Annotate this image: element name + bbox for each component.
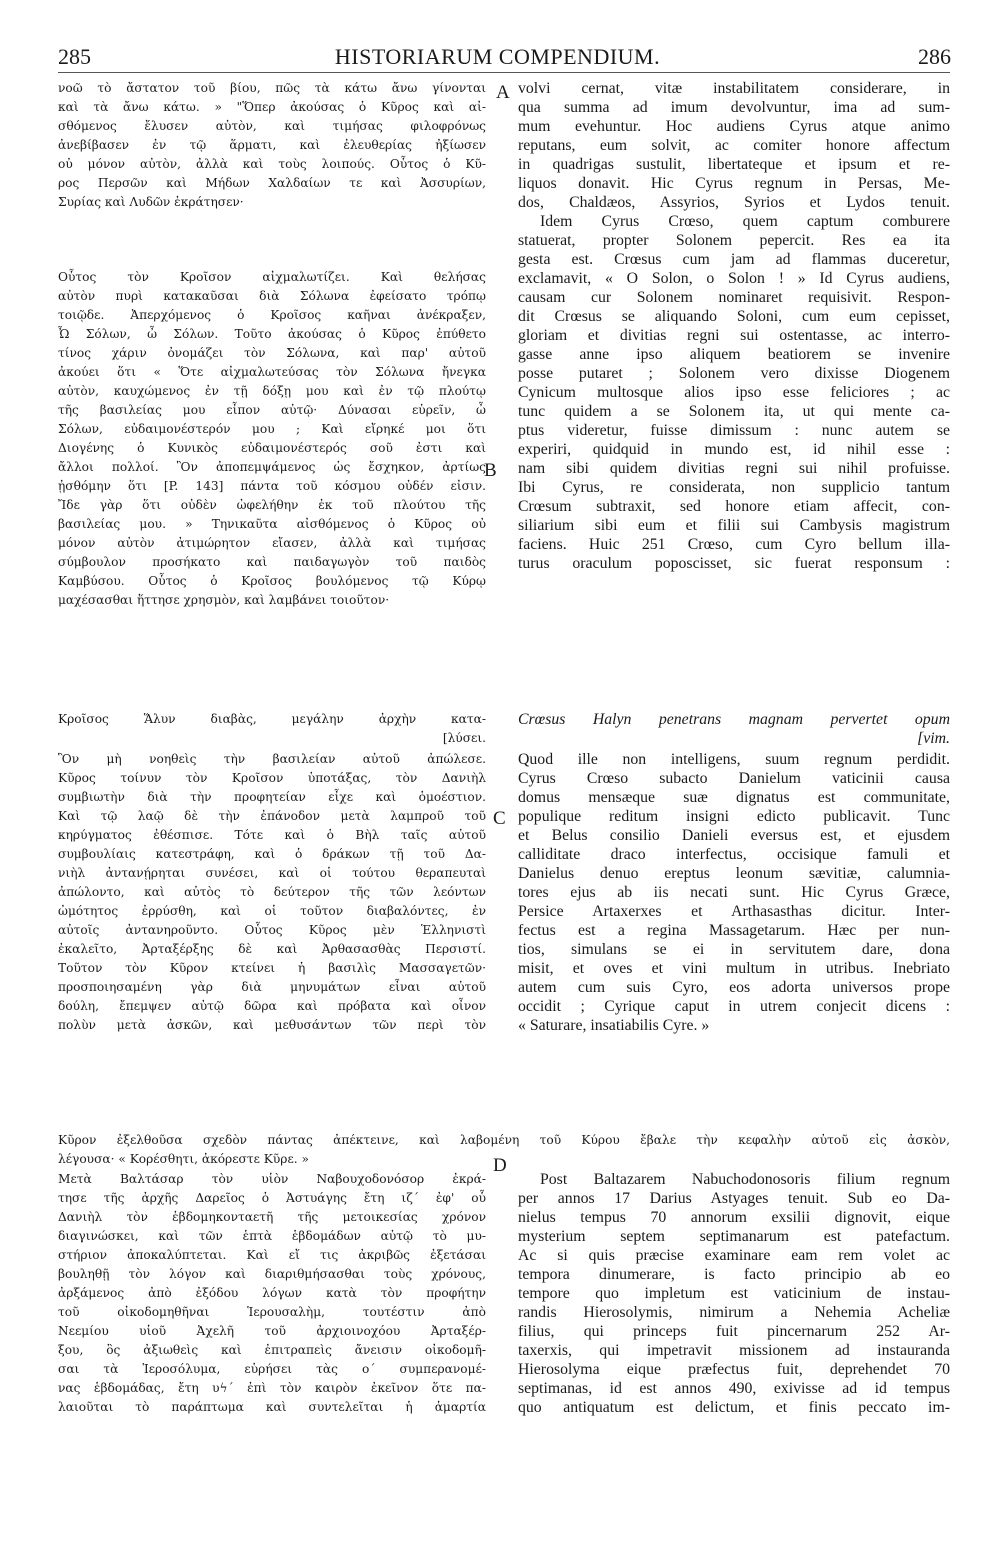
text-line: Σόλων, εὐδαιμονέστερόν μου ; Καὶ εἴρηκέ μοι ὅτι	[58, 422, 486, 436]
text-line: [λύσει.	[442, 731, 486, 745]
text-line: καὶ τὰ ἄνω κάτω. » "Ὅπερ ἀκούσας ὁ Κῦρος καὶ αἰ-	[58, 100, 486, 114]
text-line: siliarium sibi eum et filii sui Cambysis magistrum	[518, 517, 950, 534]
text-line: domus mensæque suæ dignatus est communitate,	[518, 789, 950, 806]
text-line: τησε τῆς ἀρχῆς Δαρεῖος ὁ Ἀστυάγης ἔτη ιζ΄ ἐφ' οὗ	[58, 1191, 486, 1205]
text-line: exclamavit, « O Solon, o Solon ! » Id Cyrus audiens,	[518, 270, 950, 287]
text-line: Τοῦτον τὸν Κῦρον κτείνει ἡ βασιλὶς Μασσαγετῶν·	[58, 961, 486, 975]
greek-full-width-lines	[58, 1131, 950, 1169]
text-line: septimanas, id est annos 490, exivisse ad id tempus	[518, 1380, 950, 1397]
greek-paragraph-2	[58, 268, 486, 610]
text-line: Διογένης ὁ Κυνικὸς εὐδαιμονέστερός σοῦ ἐστι καὶ	[58, 441, 486, 455]
section-marker-a: A	[496, 82, 510, 103]
text-line: ὠμότητος ἐρρύσθη, καὶ οἱ τοῦτον διαβαλόντες, ἐν	[58, 904, 486, 918]
text-line: Danielus denuo ereptus leonum sævitiæ, calumnia-	[518, 865, 950, 882]
text-line: Ac si quis præcise examinare eam rem volet ac	[518, 1247, 950, 1264]
text-line: tores ejus ab iis necati sunt. Hic Cyrus Græce,	[518, 884, 950, 901]
text-line: σαι τὰ Ἱεροσόλυμα, εὑρήσει τὰς ο΄ συμπερανομέ-	[58, 1362, 486, 1376]
text-line: causam cur Solonem nominaret requisivit. Respon-	[518, 289, 950, 306]
text-line: per annos 17 Darius Astyages tenuit. Sub eo Da-	[518, 1190, 950, 1207]
text-line: in quadrigas sustulit, libertateque et ipsum et re-	[518, 156, 950, 173]
latin-paragraph-3	[518, 750, 950, 1035]
text-line: nielus tempus 70 annorum exsilii dignovit, eique	[518, 1209, 950, 1226]
text-line: Καμβύσου. Οὗτος ὁ Κροῖσος βουλόμενος τῷ Κύρῳ	[58, 574, 486, 588]
text-line: τῆς βασιλείας μου εἶπον αὐτῷ· Δύνασαι εὑρεῖν, ὦ	[58, 403, 486, 417]
text-line: μαχέσασθαι ἥττησε χρησμὸν, καὶ λαμβάνει τοιοῦτον·	[58, 593, 390, 607]
text-line: ᾐσθόμην ὅτι [P. 143] πάντα τοῦ κόσμου οὐδέν εἰσιν.	[58, 479, 486, 493]
text-line: ἄλλοι πολλοί. Ὃν ἀποπεμψάμενος ὡς ἔσχηκον, ἀρτίως	[58, 460, 486, 474]
text-line: Ἴδε γὰρ ὅτι οὐδὲν ὠφελήθην ἐκ τοῦ πλούτου τῆς	[58, 498, 486, 512]
text-line: randis Hierosolymis, nimirum a Nehemia Acheliæ	[518, 1304, 950, 1321]
text-line: στήριον ἀποκαλύπτεται. Καὶ εἴ τις ἀκριβῶς ἐξετάσαι	[58, 1248, 486, 1262]
text-line: tunc quidem a se Solonem ita, ut qui mente ca-	[518, 403, 950, 420]
text-line: νοῶ τὸ ἄστατον τοῦ βίου, πῶς τὰ κάτω ἄνω γίνονται	[58, 81, 486, 95]
text-line: δούλη, ἔπεμψεν αὐτῷ δῶρα καὶ πρόβατα καὶ οἶνον	[58, 999, 486, 1013]
text-line: Persice Artaxerxes et Arthasasthas dicitur. Inter-	[518, 903, 950, 920]
latin-paragraph-4	[518, 1170, 950, 1417]
text-line: λέγουσα· « Κορέσθητι, ἀκόρεστε Κῦρε. »	[58, 1152, 309, 1166]
text-line: autem cum suis Cyro, eos adorta universos prope	[518, 979, 950, 996]
text-line: qua summa ad imum devolvuntur, ima ad sum-	[518, 99, 950, 116]
text-line: « Saturare, insatiabilis Cyre. »	[518, 1017, 710, 1034]
text-line: volvi cernat, vitæ instabilitatem considerare, in	[518, 80, 950, 97]
text-line: faciens. Huic 251 Crœso, cum Cyro bellum illa-	[518, 536, 950, 553]
text-line: μόνον αὐτὸν ἀτιμώρητον εἴασεν, ἀλλὰ καὶ τιμήσας	[58, 536, 486, 550]
text-line: tios, simulans se ei in servitutem dare, dona	[518, 941, 950, 958]
text-line: Ibi Cyrus, re considerata, non supplicio tantum	[518, 479, 950, 496]
text-line: Μετὰ Βαλτάσαρ τὸν υἱὸν Ναβουχοδονόσορ ἐκρά-	[58, 1172, 486, 1186]
text-line: dit Crœsus se aliquando Soloni, cum eum cepisset,	[518, 308, 950, 325]
text-line: τοιῷδε. Ἀπερχόμενος ὁ Κροῖσος καῆναι ἀνέκραξεν,	[58, 308, 486, 322]
greek-paragraph-1	[58, 79, 486, 212]
text-line: Idem Cyrus Crœso, quem captum comburere	[540, 213, 950, 230]
text-line: ἀπώλοντο, καὶ αὐτὸς τὸ δεύτερον τῆς τῶν λεόντων	[58, 885, 486, 899]
text-line: Οὗτος τὸν Κροῖσον αἰχμαλωτίζει. Καὶ θελήσας	[58, 270, 486, 284]
text-line: Ὃν μὴ νοηθεὶς τὴν βασιλείαν αὐτοῦ ἀπώλεσε.	[58, 752, 486, 766]
section-marker-c: C	[493, 808, 506, 829]
text-line: βασιλείας μου. » Τηνικαῦτα αἰσθόμενος ὁ Κῦρος οὐ	[58, 517, 486, 531]
text-line: Crœsus Halyn penetrans magnam pervertet opum	[518, 711, 950, 728]
text-line: Νεεμίου υἱοῦ Ἀχελῆ τοῦ ἀρχιοινοχόου Ἀρταξέρ-	[58, 1324, 486, 1338]
text-line: Κῦρος τοίνυν τὸν Κροῖσον ὑποτάξας, τὸν Δανιὴλ	[58, 771, 486, 785]
text-line: populique reditum insigni edicto publicavit. Tunc	[518, 808, 950, 825]
latin-paragraph-1	[518, 79, 950, 573]
text-line: οὐ μόνον αὐτὸν, ἀλλὰ καὶ τοὺς λοιπούς. Οὗτος ὁ Κῦ-	[58, 157, 486, 171]
text-line: κηρύγματος ἐθέσπισε. Τότε καὶ ὁ Βὴλ ταῖς αὐτοῦ	[58, 828, 486, 842]
text-line: διαγινώσκει, καὶ τῶν ἑπτὰ ἑβδομάδων αὐτῷ τὸ μυ-	[58, 1229, 486, 1243]
running-title: HISTORIARUM COMPENDIUM.	[334, 44, 661, 69]
text-line: tempora dinumerare, is facto principio ab eo	[518, 1266, 950, 1283]
text-line: mysterium septem septimanarum est patefactum.	[518, 1228, 950, 1245]
section-marker-d: D	[493, 1155, 507, 1176]
text-line: nam sibi quidem divitias regni sui nihil profuisse.	[518, 460, 950, 477]
text-line: ρος Περσῶν καὶ Μήδων Χαλδαίων τε καὶ Ἀσσυρίων,	[58, 176, 486, 190]
text-line: σθόμενος ἔλυσεν αὐτὸν, καὶ τιμήσας φιλοφρόνως	[58, 119, 486, 133]
greek-oracle-verse	[58, 710, 486, 748]
text-line: filius, qui princeps fuit pincernarum 252 Ar-	[518, 1323, 950, 1340]
text-line: mum evehuntur. Hoc audiens Cyrus atque animo	[518, 118, 950, 135]
text-line: statuerat, propter Solonem pepercit. Res ea ita	[518, 232, 950, 249]
text-line: ἀνεβίβασεν ἐν τῷ ἅρματι, καὶ ἐλευθερίας ἠξίωσεν	[58, 138, 486, 152]
text-line: λαιοῦται τὸ παράπτωμα καὶ συντελεῖται ἡ ἁμαρτία	[58, 1400, 486, 1414]
text-line: ἀρξάμενος ἀπὸ ἐξόδου λόγων κατὰ τὸν προφήτην	[58, 1286, 486, 1300]
greek-paragraph-4	[58, 1170, 486, 1417]
text-line: αὐτὸν, καυχώμενος ἐν τῇ δόξῃ μου καὶ ἐν τῷ πλούτῳ	[58, 384, 486, 398]
text-line: ξου, ὃς ἀξιωθεὶς καὶ ἐπιτραπεὶς ἄνεισιν οἰκοδομῆ-	[58, 1343, 486, 1357]
page-number-right: 286	[918, 44, 951, 69]
text-line: quo antiquatum est delictum, et finis peccato im-	[518, 1399, 950, 1416]
text-line: ptus videretur, fuisse dimissum : nunc autem se	[518, 422, 950, 439]
text-line: liquos donavit. Hic Cyrus regnum in Persas, Me-	[518, 175, 950, 192]
text-line: Crœsum subtraxit, sed honore etiam affecit, con-	[518, 498, 950, 515]
text-line: Συρίας καὶ Λυδῶν ἐκράτησεν·	[58, 195, 244, 209]
text-line: τίνος χάριν ὀνομάζει τὸν Σόλωνα, καὶ παρ' αὐτοῦ	[58, 346, 486, 360]
text-line: βουληθῇ τὸν λόγον καὶ διαριθμήσασθαι τοὺς χρόνους,	[58, 1267, 486, 1281]
text-line: Cyrus Crœso subacto Danielum vaticinii causa	[518, 770, 950, 787]
text-line: προσποιησαμένη γὰρ διὰ μηνυμάτων εἶναι αὐτοῦ	[58, 980, 486, 994]
text-line: misit, et oves et vini multum in utribus. Inebriato	[518, 960, 950, 977]
text-line: Ὦ Σόλων, ὦ Σόλων. Τοῦτο ἀκούσας ὁ Κῦρος ἐπύθετο	[58, 327, 486, 341]
text-line: gesta est. Crœsus cum jam ad flammas duceretur,	[518, 251, 950, 268]
header-rule	[58, 72, 950, 73]
text-line: calliditate draco interfectus, occisique famuli et	[518, 846, 950, 863]
text-line: posse putaret ; Solonem vero dixisse Diogenem	[518, 365, 950, 382]
text-line: νας ἑβδομάδας, ἔτη υϟ΄ ἐπὶ τὸν καιρὸν ἐκεῖνον ὅτε πα-	[58, 1381, 486, 1395]
text-line: tempore quo impletum est vaticinium de instau-	[518, 1285, 950, 1302]
text-line: Post Baltazarem Nabuchodonosoris filium regnum	[540, 1171, 950, 1188]
text-line: reputans, eum solvit, ac comiter honore affectum	[518, 137, 950, 154]
text-line: νιὴλ ἀντανῄρηται συνέσει, καὶ οἱ τούτου θεραπευταὶ	[58, 866, 486, 880]
text-line: συμβουλίαις κατεστράφη, καὶ ὁ δράκων τῇ τοῦ Δα-	[58, 847, 486, 861]
text-line: τοῦ οἰκοδομηθῆναι Ἱερουσαλὴμ, τουτέστιν ἀπὸ	[58, 1305, 486, 1319]
text-line: occidit ; Cyrique caput in utrem conjecit dicens :	[518, 998, 950, 1015]
text-line: et Belus consilio Danieli eversus est, et ejusdem	[518, 827, 950, 844]
text-line: [vim.	[917, 730, 950, 747]
section-marker-b: B	[484, 460, 497, 481]
text-line: αὐτὸν πυρὶ κατακαῦσαι διὰ Σόλωνα ἐφείσατο τρόπῳ	[58, 289, 486, 303]
text-line: ἐκαλεῖτο, Ἀρταξέρξης δὲ καὶ Ἀρθασασθὰς Περσιστί.	[58, 942, 486, 956]
text-line: σύμβουλον προσήκατο καὶ παιδαγωγὸν τοῦ παιδὸς	[58, 555, 486, 569]
text-line: συμβιωτὴν διὰ τὴν προφητείαν εἶχε καὶ ὁμοέστιον.	[58, 790, 486, 804]
text-line: dos, Chaldæos, Assyrios, Syrios et Lydos tenuit.	[518, 194, 950, 211]
text-line: experiri, quidquid in mundo est, id nihil esse :	[518, 441, 950, 458]
text-line: ἀκούει ὅτι « Ὅτε αἰχμαλωτεύσας τὸν Σόλωνα ἤνεγκα	[58, 365, 486, 379]
greek-paragraph-3	[58, 750, 486, 1035]
text-line: Hierosolyma eique præfectus fuit, deprehendet 70	[518, 1361, 950, 1378]
text-line: taxerxis, qui impetravit missionem ad instauranda	[518, 1342, 950, 1359]
text-line: gasse anne ipso aliquem beatiorem se invenire	[518, 346, 950, 363]
text-line: αὐτοῖς ἀντανηροῦντο. Οὗτος Κῦρος μὲν Ἑλληνιστὶ	[58, 923, 486, 937]
page-number-left: 285	[58, 44, 91, 69]
text-line: Δανιὴλ τὸν ἑβδομηκονταετῆ τῆς μετοικεσίας χρόνον	[58, 1210, 486, 1224]
text-line: πολὺν μετὰ ἀσκῶν, καὶ μεθυσάντων τῶν περὶ τὸν	[58, 1018, 486, 1032]
text-line: Κροῖσος Ἅλυν διαβὰς, μεγάλην ἀρχὴν κατα-	[58, 712, 486, 726]
text-line: fectus est a regina Massagetarum. Hæc per nun-	[518, 922, 950, 939]
text-line: Quod ille non intelligens, suum regnum perdidit.	[518, 751, 950, 768]
text-line: Καὶ τῷ λαῷ δὲ τὴν ἐπάνοδον μετὰ λαμπροῦ τοῦ	[58, 809, 486, 823]
text-line: turus oraculum poposcisset, sic fuerat responsum :	[518, 555, 950, 572]
text-line: Κῦρον ἐξελθοῦσα σχεδὸν πάντας ἀπέκτεινε, καὶ λαβομένη τοῦ Κύρου ἔβαλε τὴν κεφαλὴν αὐτοῦ εἰς ἀσκὸν,	[58, 1133, 950, 1147]
text-line: gloriam et divitias regni sui ostentasse, ac interro-	[518, 327, 950, 344]
text-line: Cynicum multosque alios ipso esse feliciores ; ac	[518, 384, 950, 401]
latin-oracle-verse	[518, 710, 950, 748]
